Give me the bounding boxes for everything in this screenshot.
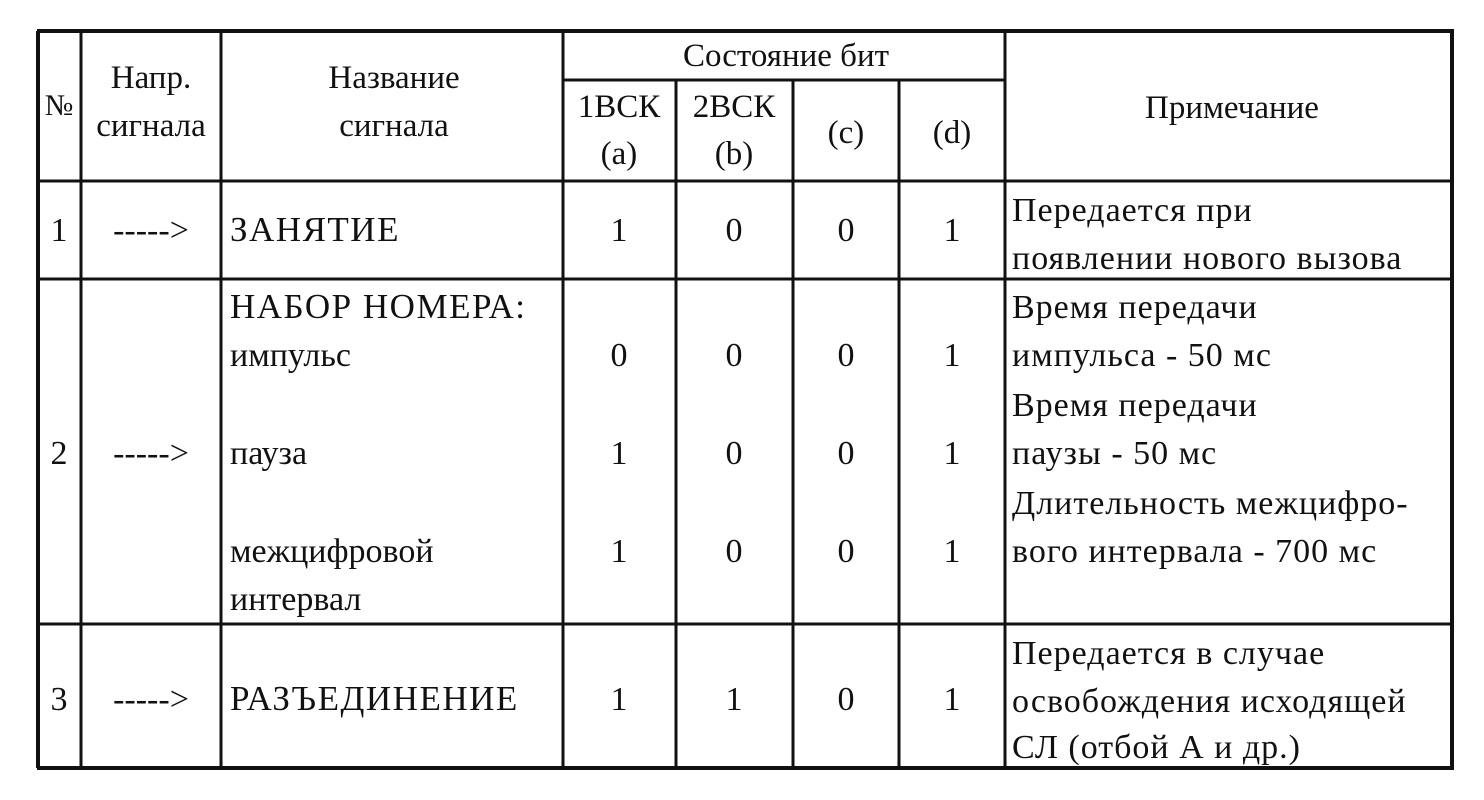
note-line1: Передается при [1012,192,1253,229]
signal-name-line2: интервал [230,581,362,618]
bit-d-value: 1 [943,435,961,472]
direction-arrow: -----> [113,435,189,472]
table-row [51,192,1403,277]
signal-name: ЗАНЯТИЕ [230,210,400,249]
table-row [51,287,1409,618]
header-bit-a-line1: 1ВСК [577,89,661,125]
signal-group-heading: НАБОР НОМЕРА: [230,287,527,326]
bit-d-value: 1 [943,533,961,570]
bit-a-value: 1 [610,533,628,570]
bit-a-value: 1 [610,212,628,249]
note-line2: освобождения исходящей [1012,683,1407,720]
row-number: 3 [50,681,68,718]
note-line2: появлении нового вызова [1012,240,1403,277]
note-line2: вого интервала - 700 мс [1012,533,1378,570]
bit-b-value: 0 [725,435,743,472]
bit-c-value: 0 [837,681,855,718]
header-name-line2: сигнала [339,108,449,144]
bit-b-value: 1 [725,681,743,718]
note-line2: импульса - 50 мс [1012,337,1272,374]
header-bit-a-line2: (a) [600,136,638,172]
table-header [45,38,1319,172]
note-line3: СЛ (отбой А и др.) [1012,729,1301,766]
bit-b-value: 0 [725,337,743,374]
header-bit-d: (d) [932,115,972,151]
bit-b-value: 0 [725,212,743,249]
table-row [51,635,1407,766]
header-direction-line1: Напр. [110,60,192,96]
signal-name: межцифровой [230,533,434,570]
bit-c-value: 0 [837,533,855,570]
direction-arrow: -----> [113,681,189,718]
bit-a-value: 0 [610,337,628,374]
bit-d-value: 1 [943,681,961,718]
header-bit-b-line2: (b) [714,136,754,172]
note-line1: Время передачи [1012,289,1258,326]
bit-a-value: 1 [610,681,628,718]
note-line2: паузы - 50 мс [1012,435,1218,472]
bit-b-value: 0 [725,533,743,570]
header-direction-line2: сигнала [96,108,206,144]
bit-c-value: 0 [837,212,855,249]
bit-a-value: 1 [610,435,628,472]
signal-name: пауза [230,435,308,472]
bit-d-value: 1 [943,337,961,374]
note-line1: Передается в случае [1012,635,1326,672]
signal-name: импульс [230,337,351,374]
header-bit-b-line1: 2ВСК [692,89,776,125]
bit-c-value: 0 [837,337,855,374]
bit-c-value: 0 [837,435,855,472]
header-bit-c: (c) [827,115,865,151]
header-note: Примечание [1145,90,1319,126]
bit-d-value: 1 [943,212,961,249]
row-number: 2 [50,435,68,472]
row-number: 1 [50,212,68,249]
note-line1: Длительность межцифро- [1012,485,1409,522]
direction-arrow: -----> [113,212,189,249]
note-line1: Время передачи [1012,387,1258,424]
header-num: № [44,89,74,122]
header-bits-group: Состояние бит [682,38,890,74]
signal-name: РАЗЪЕДИНЕНИЕ [230,679,519,718]
header-name-line1: Название [328,60,460,96]
